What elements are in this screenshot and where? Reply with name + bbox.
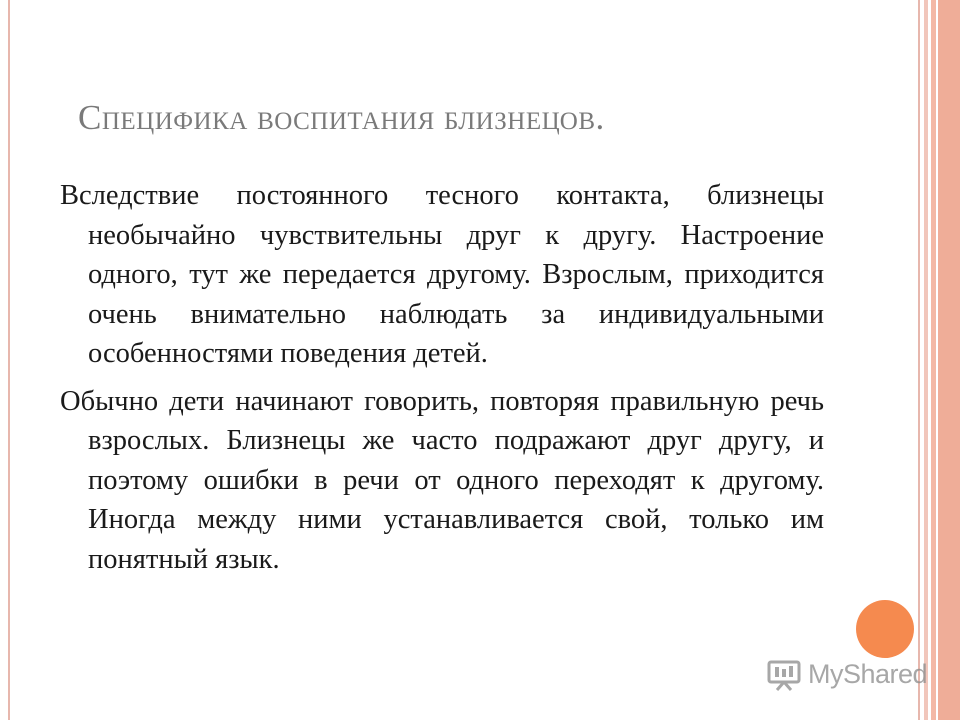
body-paragraph-1: Вследствие постоянного тесного контакта, близнецы необычайно чувствительны друг к другу. Настроение одного, тут же передается другому. Взрослым, приходится очень внимательно наблюдать за индивидуальными особенностями поведения детей.: [60, 180, 824, 369]
watermark-logo: [766, 652, 927, 696]
slide-title: Специфика воспитания близнецов.: [78, 98, 605, 137]
decorative-side-stripes: [922, 0, 960, 720]
presentation-screen-icon: [766, 656, 802, 692]
slide-body: [60, 176, 824, 587]
body-paragraph-2: Обычно дети начинают говорить, повторяя правильную речь взрослых. Близнецы же часто подражают друг другу, и поэтому ошибки в речи от одного переходят к другому. Иногда между ними устанавливается свой, только им понятный язык.: [60, 385, 824, 575]
watermark-brand: MyShared: [808, 658, 928, 689]
decorative-orange-circle: [856, 600, 914, 658]
